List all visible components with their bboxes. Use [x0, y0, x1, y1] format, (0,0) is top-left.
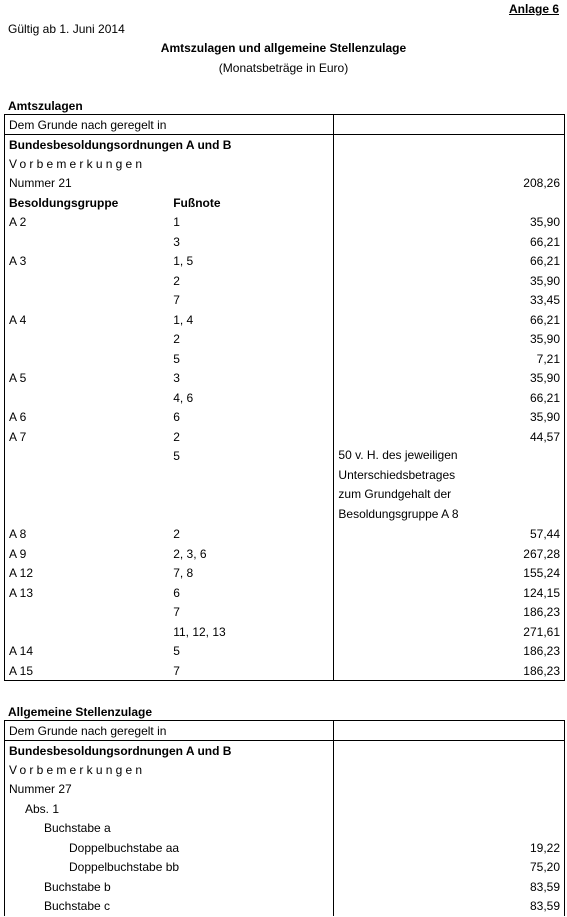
- buchstabe-a-label: Buchstabe a: [5, 818, 334, 838]
- besoldungsgruppe-cell: A 14: [5, 641, 170, 661]
- table-row: [5, 290, 565, 310]
- table-row: [5, 232, 565, 252]
- vorbemerkungen-row: [5, 760, 565, 780]
- empty-cell: [334, 154, 565, 174]
- amtszulagen-rows-2: [5, 524, 565, 680]
- besoldungsgruppe-cell: A 2: [5, 212, 170, 232]
- betrag-cell: 57,44: [334, 524, 565, 544]
- fussnote-cell: 5: [173, 351, 180, 366]
- table-row: [5, 310, 565, 330]
- table-row: [5, 407, 565, 427]
- table-row: [5, 544, 565, 564]
- table-header-row: [5, 115, 565, 135]
- table-row: [5, 641, 565, 661]
- besoldungsgruppe-cell: A 4: [5, 310, 170, 330]
- abs-label: Abs. 1: [5, 799, 334, 819]
- fussnote-cell: 7: [173, 605, 180, 619]
- fussnote-cell: 2: [173, 429, 180, 444]
- annex-label: Anlage 6: [508, 2, 559, 16]
- table-row: [5, 251, 565, 271]
- betrag-cell: 35,90: [334, 407, 565, 427]
- empty-cell: [334, 760, 565, 780]
- section-heading-stellenzulage: Allgemeine Stellenzulage: [8, 705, 153, 719]
- col-header-besoldungsgruppe: Besoldungsgruppe: [5, 193, 170, 213]
- empty-cell: [334, 740, 565, 760]
- buchstabe-b-value: 83,59: [334, 877, 565, 897]
- table-row: [5, 368, 565, 388]
- fussnote-cell: 1, 4: [173, 312, 194, 327]
- ordnung-label: Bundesbesoldungsordnungen A und B: [5, 740, 334, 760]
- betrag-cell: 155,24: [334, 563, 565, 583]
- betrag-cell: 35,90: [334, 329, 565, 349]
- fussnote-cell: 6: [173, 585, 180, 600]
- fussnote-cell: 3: [173, 371, 180, 385]
- besoldungsgruppe-cell: A 6: [5, 407, 170, 427]
- empty-cell: [334, 799, 565, 819]
- betrag-cell: 66,21: [334, 388, 565, 408]
- page-title: Amtszulagen und allgemeine Stellenzulage: [160, 41, 407, 55]
- amtszulagen-table: [4, 114, 565, 681]
- fussnote-cell: 2: [173, 527, 180, 541]
- table-row: [5, 563, 565, 583]
- besoldungsgruppe-cell: A 9: [5, 544, 170, 564]
- table-row: [5, 388, 565, 408]
- betrag-cell: 66,21: [334, 232, 565, 252]
- nummer-label: Nummer 21: [5, 173, 334, 193]
- table-header-value: [334, 115, 565, 135]
- betrag-cell: 267,28: [334, 544, 565, 564]
- col-header-fussnote: Fußnote: [173, 195, 221, 210]
- empty-cell: [334, 779, 565, 799]
- fussnote-cell: 1, 5: [173, 254, 194, 268]
- betrag-cell: 35,90: [334, 212, 565, 232]
- doppel-aa-label: Doppelbuchstabe aa: [5, 838, 334, 858]
- note-line: 50 v. H. des jeweiligen: [338, 448, 458, 462]
- betrag-cell: 33,45: [334, 290, 565, 310]
- fussnote-cell: 7, 8: [173, 566, 194, 580]
- empty-cell: [334, 193, 565, 213]
- column-header-row: [5, 193, 565, 213]
- table-row: [5, 329, 565, 349]
- table-row: [5, 212, 565, 232]
- buchstabe-c-label: Buchstabe c: [5, 896, 334, 916]
- vorbemerkungen-row: [5, 154, 565, 174]
- ordnung-row: [5, 740, 565, 760]
- betrag-cell: 186,23: [334, 641, 565, 661]
- betrag-cell: 7,21: [334, 349, 565, 369]
- note-line: Besoldungsgruppe A 8: [338, 506, 459, 521]
- betrag-cell: 124,15: [334, 583, 565, 603]
- vorbemerkungen-label: Vorbemerkungen: [5, 154, 334, 174]
- abs-row: [5, 799, 565, 819]
- betrag-cell: 186,23: [334, 661, 565, 681]
- table-header-value: [334, 721, 565, 741]
- doppel-aa-row: [5, 838, 565, 858]
- amtszulagen-rows: [5, 212, 565, 446]
- nummer-row: [5, 779, 565, 799]
- table-header-row: [5, 721, 565, 741]
- buchstabe-b-row: [5, 877, 565, 897]
- besoldungsgruppe-cell: [5, 329, 170, 349]
- table-row: [5, 271, 565, 291]
- besoldungsgruppe-cell: A 12: [5, 563, 170, 583]
- doppel-bb-value: 75,20: [334, 857, 565, 877]
- besoldungsgruppe-cell: [5, 349, 170, 369]
- fussnote-cell: 6: [173, 410, 180, 424]
- table-row: [5, 661, 565, 681]
- fussnote-cell: 7: [173, 293, 180, 307]
- betrag-cell: 271,61: [334, 622, 565, 642]
- empty-cell: [5, 446, 170, 524]
- besoldungsgruppe-cell: [5, 622, 170, 642]
- fussnote-cell: 5: [173, 644, 180, 658]
- fussnote-cell: 1: [173, 215, 180, 229]
- nummer-label: Nummer 27: [5, 779, 334, 799]
- table-row: [5, 427, 565, 447]
- valid-from-date: Gültig ab 1. Juni 2014: [8, 22, 125, 36]
- betrag-cell: 35,90: [334, 368, 565, 388]
- section-heading-amtszulagen: Amtszulagen: [8, 99, 83, 113]
- nummer-row: [5, 173, 565, 193]
- fussnote-cell: 3: [173, 234, 180, 249]
- table-row: [5, 524, 565, 544]
- besoldungsgruppe-cell: A 13: [5, 583, 170, 603]
- empty-cell: [334, 134, 565, 154]
- besoldungsgruppe-cell: [5, 290, 170, 310]
- fussnote-cell: 2: [173, 273, 180, 288]
- besoldungsgruppe-cell: A 5: [5, 368, 170, 388]
- ordnung-label: Bundesbesoldungsordnungen A und B: [5, 134, 334, 154]
- fussnote-cell: 2, 3, 6: [173, 546, 207, 561]
- table-header-label: Dem Grunde nach geregelt in: [5, 721, 334, 741]
- page-subtitle: (Monatsbeträge in Euro): [218, 61, 349, 75]
- note-fussnote: 5: [173, 449, 180, 463]
- fussnote-cell: 7: [169, 661, 334, 681]
- besoldungsgruppe-cell: A 15: [5, 661, 170, 681]
- nummer-value: 208,26: [334, 173, 565, 193]
- empty-cell: [334, 818, 565, 838]
- buchstabe-b-label: Buchstabe b: [5, 877, 334, 897]
- fussnote-cell: 11, 12, 13: [173, 624, 226, 639]
- betrag-cell: 186,23: [334, 602, 565, 622]
- buchstabe-c-value: 83,59: [334, 896, 565, 916]
- besoldungsgruppe-cell: [5, 388, 170, 408]
- table-row: [5, 622, 565, 642]
- doppel-aa-value: 19,22: [334, 838, 565, 858]
- besoldungsgruppe-cell: A 3: [5, 251, 170, 271]
- table-row: [5, 602, 565, 622]
- besoldungsgruppe-cell: [5, 602, 170, 622]
- buchstabe-c-row: [5, 896, 565, 916]
- besoldungsgruppe-cell: [5, 271, 170, 291]
- betrag-cell: 35,90: [334, 271, 565, 291]
- vorbemerkungen-label: Vorbemerkungen: [5, 760, 334, 780]
- table-row: [5, 349, 565, 369]
- table-row: [5, 583, 565, 603]
- buchstabe-a-row: [5, 818, 565, 838]
- betrag-cell: 66,21: [334, 251, 565, 271]
- table-row-note: [5, 446, 565, 524]
- ordnung-row: [5, 134, 565, 154]
- besoldungsgruppe-cell: A 7: [5, 427, 170, 447]
- note-line: Unterschiedsbetrages: [338, 467, 456, 482]
- doppel-bb-row: [5, 857, 565, 877]
- fussnote-cell: 4, 6: [173, 390, 194, 405]
- betrag-cell: 66,21: [334, 310, 565, 330]
- besoldungsgruppe-cell: A 8: [5, 524, 170, 544]
- stellenzulage-table: [4, 720, 565, 916]
- doppel-bb-label: Doppelbuchstabe bb: [5, 857, 334, 877]
- note-line: zum Grundgehalt der: [338, 487, 452, 501]
- table-header-label: Dem Grunde nach geregelt in: [5, 115, 334, 135]
- fussnote-cell: 2: [173, 332, 180, 346]
- note-text: [334, 446, 565, 524]
- betrag-cell: 44,57: [334, 427, 565, 447]
- besoldungsgruppe-cell: [5, 232, 170, 252]
